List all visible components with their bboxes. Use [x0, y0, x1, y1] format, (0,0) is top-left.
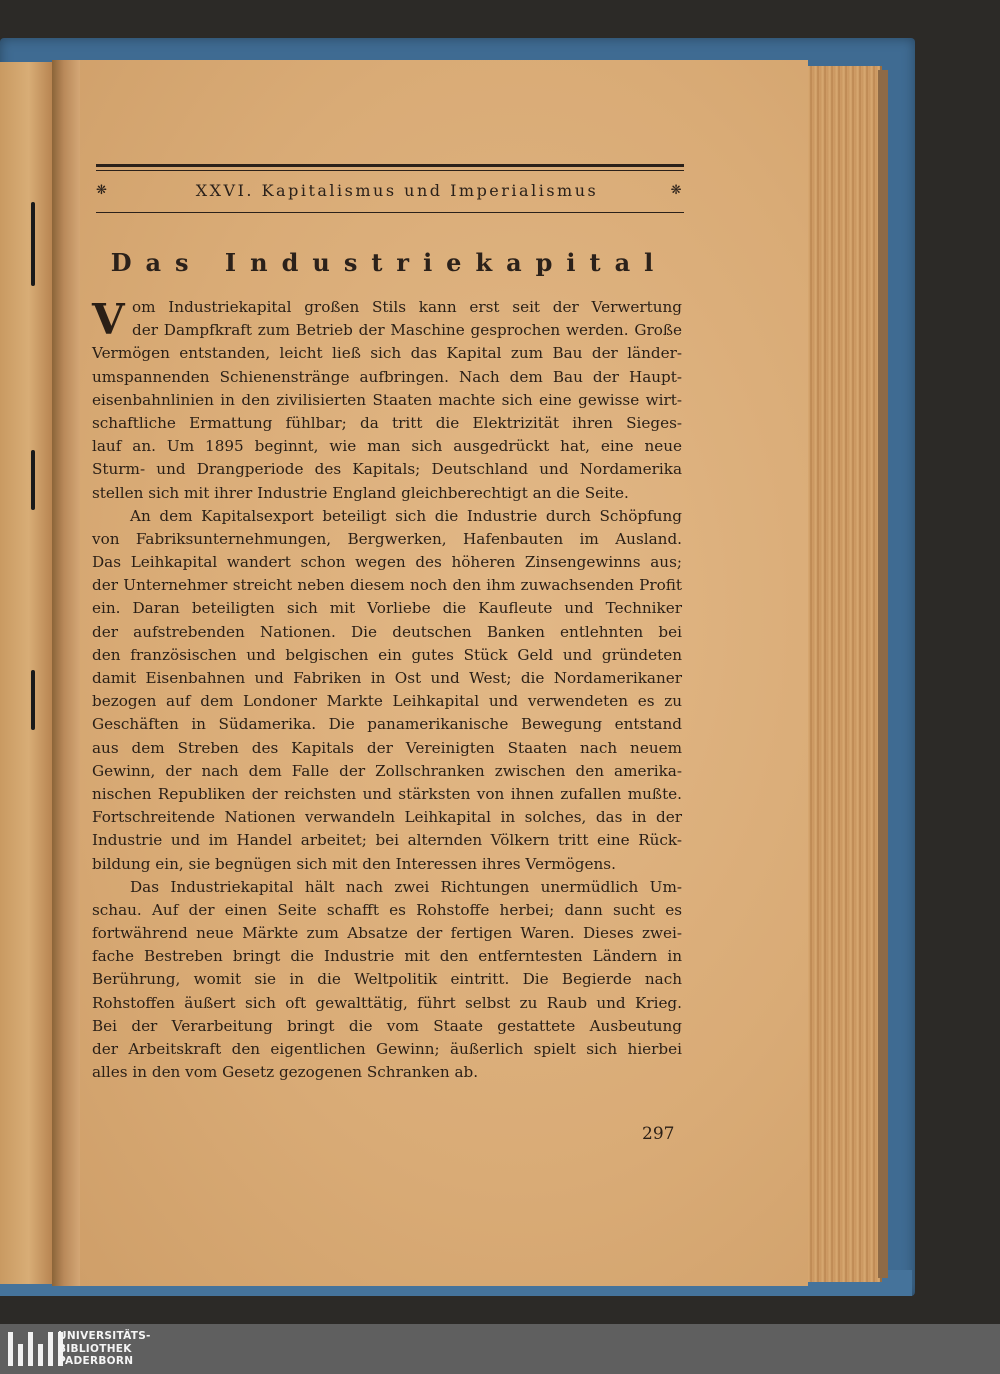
text-line: von Fabriksunternehmungen, Bergwerken, Hafenbauten im Ausland. — [92, 529, 682, 548]
paragraph-2 — [92, 505, 682, 876]
left-page-text-mark — [31, 670, 35, 730]
text-line: fache Bestreben bringt die Industrie mit den entferntesten Ländern in — [92, 947, 682, 966]
text-line: bezogen auf dem Londoner Markte Leihkapital und verwendeten es zu — [92, 692, 682, 711]
text-line: den französischen und belgischen ein gutes Stück Geld und gründeten — [92, 645, 682, 664]
text-line: umspannenden Schienenstränge aufbringen. Nach dem Bau der Haupt- — [92, 367, 682, 386]
text-line: damit Eisenbahnen und Fabriken in Ost und West; die Nordamerikaner — [92, 669, 682, 687]
body-text — [92, 296, 682, 1084]
page-gutter — [52, 60, 82, 1286]
left-page-text-mark — [31, 450, 35, 510]
library-logo-text — [58, 1330, 151, 1368]
text-line: om Industriekapital großen Stils kann erst seit der Verwertung — [132, 298, 682, 316]
text-line: Das Industriekapital hält nach zwei Richtungen unermüdlich Um- — [130, 877, 682, 896]
drop-cap: V — [92, 295, 125, 344]
ornament-icon: ❋ — [670, 182, 684, 198]
text-line: Das Leihkapital wandert schon wegen des höheren Zinsengewinns aus; — [92, 553, 682, 572]
running-header — [96, 176, 684, 204]
text-line: Fortschreitende Nationen verwandeln Leihkapital in solches, das in der — [92, 808, 682, 827]
text-line: Vermögen entstanden, leicht ließ sich das Kapital zum Bau der länder- — [92, 344, 682, 363]
text-line: schaftliche Ermattung fühlbar; da tritt die Elektrizität ihren Sieges- — [92, 413, 682, 432]
page-number: 297 — [642, 1124, 675, 1144]
text-line: der Dampfkraft zum Betrieb der Maschine gesprochen werden. Große — [132, 321, 682, 340]
page-fore-edge — [806, 66, 882, 1282]
text-line: der Arbeitskraft den eigentlichen Gewinn; äußerlich spielt sich hierbei — [92, 1040, 682, 1058]
text-line: aus dem Streben des Kapitals der Vereinigten Staaten nach neuem — [92, 738, 682, 757]
text-line: Industrie und im Handel arbeitet; bei alternden Völkern tritt eine Rück- — [92, 831, 682, 850]
library-name-line: PADERBORN — [58, 1355, 134, 1367]
text-line: bildung ein, sie begnügen sich mit den Interessen ihres Vermögens. — [92, 854, 616, 873]
text-line: fortwährend neue Märkte zum Absatze der fertigen Waren. Dieses zwei- — [92, 924, 682, 943]
library-name-line: BIBLIOTHEK — [58, 1342, 132, 1355]
text-line: Berührung, womit sie in die Weltpolitik eintritt. Die Begierde nach — [92, 970, 682, 989]
left-page-edge — [0, 62, 52, 1284]
chapter-title: Das Industriekapital — [110, 248, 668, 277]
ornament-icon: ❋ — [96, 182, 110, 198]
text-line: der aufstrebenden Nationen. Die deutschen Banken entlehnten bei — [92, 622, 682, 641]
header-rule-bottom — [96, 212, 684, 213]
text-line: schau. Auf der einen Seite schafft es Rohstoffe herbei; dann sucht es — [92, 900, 682, 919]
text-line: eisenbahnlinien in den zivilisierten Staaten machte sich eine gewisse wirt- — [92, 390, 682, 409]
library-footer — [0, 1324, 1000, 1374]
library-name-line: UNIVERSITÄTS- — [58, 1330, 151, 1342]
header-rule-top-thick — [96, 164, 684, 167]
text-line: nischen Republiken der reichsten und stärksten von ihnen zufallen mußte. — [92, 784, 682, 803]
paragraph-1 — [92, 296, 682, 505]
text-line: ein. Daran beteiligten sich mit Vorliebe die Kaufleute und Techniker — [92, 599, 682, 618]
text-line: alles in den vom Gesetz gezogenen Schranken ab. — [92, 1063, 479, 1082]
library-logo-icon — [8, 1332, 63, 1366]
header-rule-top-thin — [96, 170, 684, 171]
text-line: stellen sich mit ihrer Industrie England gleichberechtigt an die Seite. — [92, 483, 629, 502]
text-line: der Unternehmer streicht neben diesem noch den ihm zuwachsenden Profit — [92, 576, 682, 595]
running-header-title: XXVI. Kapitalismus und Imperialismus — [195, 180, 599, 200]
text-line: Geschäften in Südamerika. Die panamerikanische Bewegung entstand — [92, 715, 682, 734]
text-line: lauf an. Um 1895 beginnt, wie man sich ausgedrückt hat, eine neue — [92, 437, 682, 456]
left-page-text-mark — [31, 202, 35, 286]
text-line: Gewinn, der nach dem Falle der Zollschranken zwischen den amerika- — [92, 761, 682, 780]
paragraph-3 — [92, 876, 682, 1085]
text-line: Rohstoffen äußert sich oft gewalttätig, führt selbst zu Raub und Krieg. — [92, 993, 682, 1012]
fore-edge-shadow — [878, 70, 888, 1278]
text-line: Sturm- und Drangperiode des Kapitals; Deutschland und Nordamerika — [92, 460, 682, 479]
text-line: An dem Kapitalsexport beteiligt sich die Industrie durch Schöpfung — [130, 506, 682, 525]
text-line: Bei der Verarbeitung bringt die vom Staate gestattete Ausbeutung — [92, 1016, 682, 1035]
